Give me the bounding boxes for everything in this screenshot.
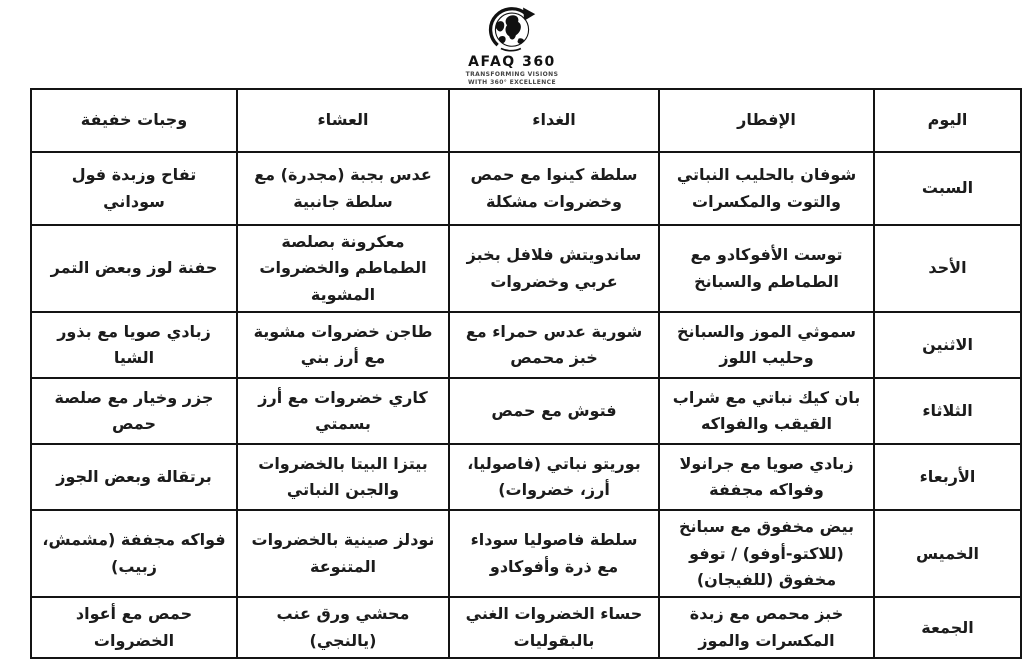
cell-lunch: بوريتو نباتي (فاصوليا، أرز، خضروات) — [449, 444, 659, 510]
cell-breakfast: توست الأفوكادو مع الطماطم والسبانخ — [659, 225, 874, 312]
cell-breakfast: بان كيك نباتي مع شراب القيقب والفواكه — [659, 378, 874, 444]
weekly-meal-table — [30, 88, 1022, 659]
cell-breakfast: شوفان بالحليب النباتي والتوت والمكسرات — [659, 152, 874, 225]
cell-dinner: عدس بجبة (مجدرة) مع سلطة جانبية — [237, 152, 449, 225]
header-breakfast: الإفطار — [659, 89, 874, 152]
table-row-wednesday — [31, 444, 1021, 510]
header-snacks: وجبات خفيفة — [31, 89, 237, 152]
cell-dinner: طاجن خضروات مشوية مع أرز بني — [237, 312, 449, 378]
cell-snacks: فواكه مجففة (مشمش، زبيب) — [31, 510, 237, 597]
table-header-row — [31, 89, 1021, 152]
table-row-tuesday — [31, 378, 1021, 444]
cell-dinner: نودلز صينية بالخضروات المتنوعة — [237, 510, 449, 597]
cell-day: الأربعاء — [874, 444, 1021, 510]
cell-snacks: جزر وخيار مع صلصة حمص — [31, 378, 237, 444]
cell-breakfast: خبز محمص مع زبدة المكسرات والموز — [659, 597, 874, 658]
table-row-saturday — [31, 152, 1021, 225]
logo-text: AFAQ 360 — [468, 54, 556, 70]
header-lunch: الغداء — [449, 89, 659, 152]
cell-snacks: حمص مع أعواد الخضروات — [31, 597, 237, 658]
cell-lunch: فتوش مع حمص — [449, 378, 659, 444]
cell-breakfast: بيض مخفوق مع سبانخ (للاكتو-أوفو) / توفو مخفوق (للفيجان) — [659, 510, 874, 597]
table-row-friday — [31, 597, 1021, 658]
header-day: اليوم — [874, 89, 1021, 152]
cell-snacks: برتقالة وبعض الجوز — [31, 444, 237, 510]
cell-lunch: ساندويتش فلافل بخبز عربي وخضروات — [449, 225, 659, 312]
logo-tagline — [466, 71, 559, 86]
table-row-thursday — [31, 510, 1021, 597]
cell-day: الأحد — [874, 225, 1021, 312]
header-dinner: العشاء — [237, 89, 449, 152]
cell-lunch: سلطة فاصوليا سوداء مع ذرة وأفوكادو — [449, 510, 659, 597]
cell-day: الجمعة — [874, 597, 1021, 658]
cell-lunch: شورية عدس حمراء مع خبز محمص — [449, 312, 659, 378]
cell-lunch: سلطة كينوا مع حمص وخضروات مشكلة — [449, 152, 659, 225]
cell-day: الثلاثاء — [874, 378, 1021, 444]
globe-icon — [484, 2, 540, 54]
table-row-sunday — [31, 225, 1021, 312]
cell-lunch: حساء الخضروات الغني بالبقوليات — [449, 597, 659, 658]
cell-snacks: تفاح وزبدة فول سوداني — [31, 152, 237, 225]
afaq360-logo — [0, 2, 1024, 86]
cell-dinner: محشي ورق عنب (يالنجي) — [237, 597, 449, 658]
cell-breakfast: سموثي الموز والسبانخ وحليب اللوز — [659, 312, 874, 378]
cell-dinner: كاري خضروات مع أرز بسمتي — [237, 378, 449, 444]
logo-tagline-line1: TRANSFORMING VISIONS — [465, 71, 559, 79]
cell-snacks: حفنة لوز وبعض التمر — [31, 225, 237, 312]
cell-breakfast: زبادي صويا مع جرانولا وفواكه مجففة — [659, 444, 874, 510]
logo-tagline-line2: WITH 360° EXCELLENCE — [468, 78, 556, 86]
cell-dinner: معكرونة بصلصة الطماطم والخضروات المشوية — [237, 225, 449, 312]
table-row-monday — [31, 312, 1021, 378]
cell-day: السبت — [874, 152, 1021, 225]
cell-day: الخميس — [874, 510, 1021, 597]
cell-dinner: بيتزا البيتا بالخضروات والجبن النباتي — [237, 444, 449, 510]
cell-day: الاثنين — [874, 312, 1021, 378]
cell-snacks: زبادي صويا مع بذور الشيا — [31, 312, 237, 378]
